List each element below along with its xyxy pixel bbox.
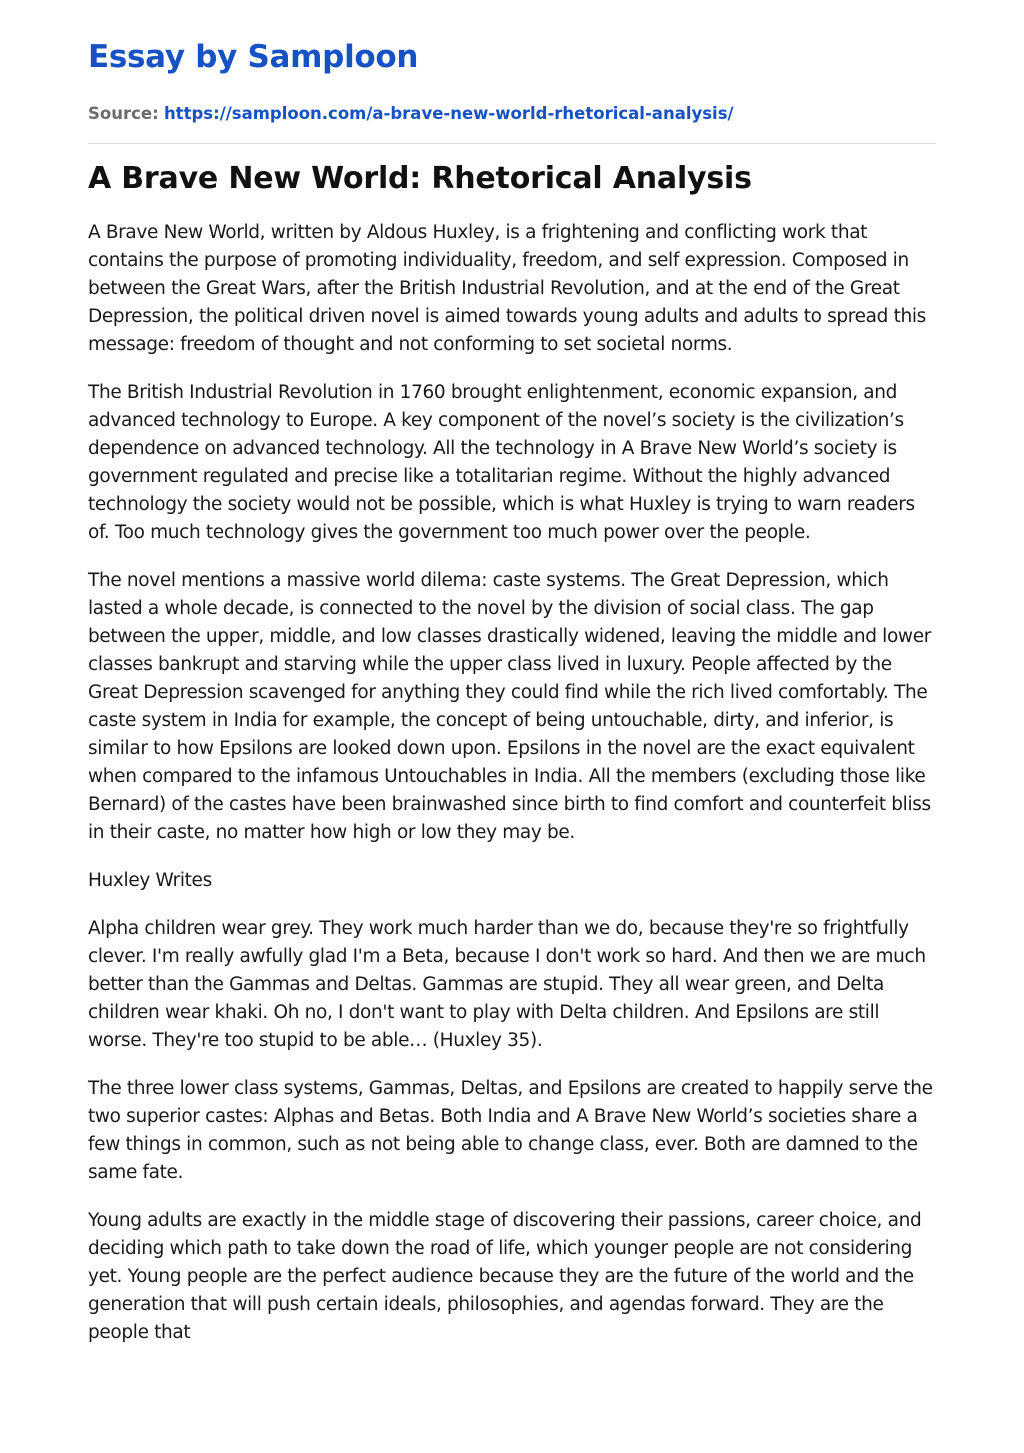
essay-page: [88, 0, 936, 1367]
quote-heading: Huxley Writes: [88, 870, 212, 891]
header-divider: [88, 143, 936, 144]
paragraph: A Brave New World, written by Aldous Huxley, is a frightening and conflicting work that contains the purpose of promoting individuality, freedom, and self expression. Composed in between the Great Wars, after the British Industrial Revolution, and at the end of the Great Depression, the political driven novel is aimed towards young adults and adults to spread this message: freedom of thought and not conforming to set societal norms.: [88, 222, 926, 355]
block-quote: Alpha children wear grey. They work much harder than we do, because they're so frightfully clever. I'm really awfully glad I'm a Beta, because I don't work so hard. And then we are much better than the Gammas and Deltas. Gammas are stupid. They all wear green, and Delta children wear khaki. Oh no, I don't want to play with Delta children. And Epsilons are still worse. They're too stupid to be able… (Huxley 35).: [88, 918, 926, 1051]
paragraph: Young adults are exactly in the middle stage of discovering their passions, career choice, and deciding which path to take down the road of life, which younger people are not considering yet. Young people are the perfect audience because they are the future of the world and the generation that will push certain ideals, philosophies, and agendas forward. They are the people that: [88, 1210, 922, 1343]
source-link[interactable]: https://samploon.com/a-brave-new-world-rhetorical-analysis/: [163, 104, 734, 123]
source-line: [88, 103, 936, 125]
site-brand[interactable]: Essay by Samploon: [88, 39, 419, 75]
paragraph: The three lower class systems, Gammas, Deltas, and Epsilons are created to happily serve the two superior castes: Alphas and Betas. Both India and A Brave New World’s societies share a few things in common, such as not being able to change class, ever. Both are damned to the same fate.: [88, 1078, 933, 1183]
essay-body: [88, 219, 936, 1347]
essay-title: A Brave New World: Rhetorical Analysis: [88, 161, 752, 196]
paragraph: The novel mentions a massive world dilema: caste systems. The Great Depression, which lasted a whole decade, is connected to the novel by the division of social class. The gap between the upper, middle, and low classes drastically widened, leaving the middle and lower classes bankrupt and starving while the upper class lived in luxury. People affected by the Great Depression scavenged for anything they could find while the rich lived comfortably. The caste system in India for example, the concept of being untouchable, dirty, and inferior, is similar to how Epsilons are looked down upon. Epsilons in the novel are the exact equivalent when compared to the infamous Untouchables in India. All the members (excluding those like Bernard) of the castes have been brainwashed since birth to find comfort and counterfeit bliss in their caste, no matter how high or low they may be.: [88, 570, 931, 843]
paragraph: The British Industrial Revolution in 1760 brought enlightenment, economic expansion, and advanced technology to Europe. A key component of the novel’s society is the civilization’s dependence on advanced technology. All the technology in A Brave New World’s society is government regulated and precise like a totalitarian regime. Without the highly advanced technology the society would not be possible, which is what Huxley is trying to warn readers of. Too much technology gives the government too much power over the people.: [88, 382, 915, 543]
source-label: Source:: [88, 104, 159, 123]
